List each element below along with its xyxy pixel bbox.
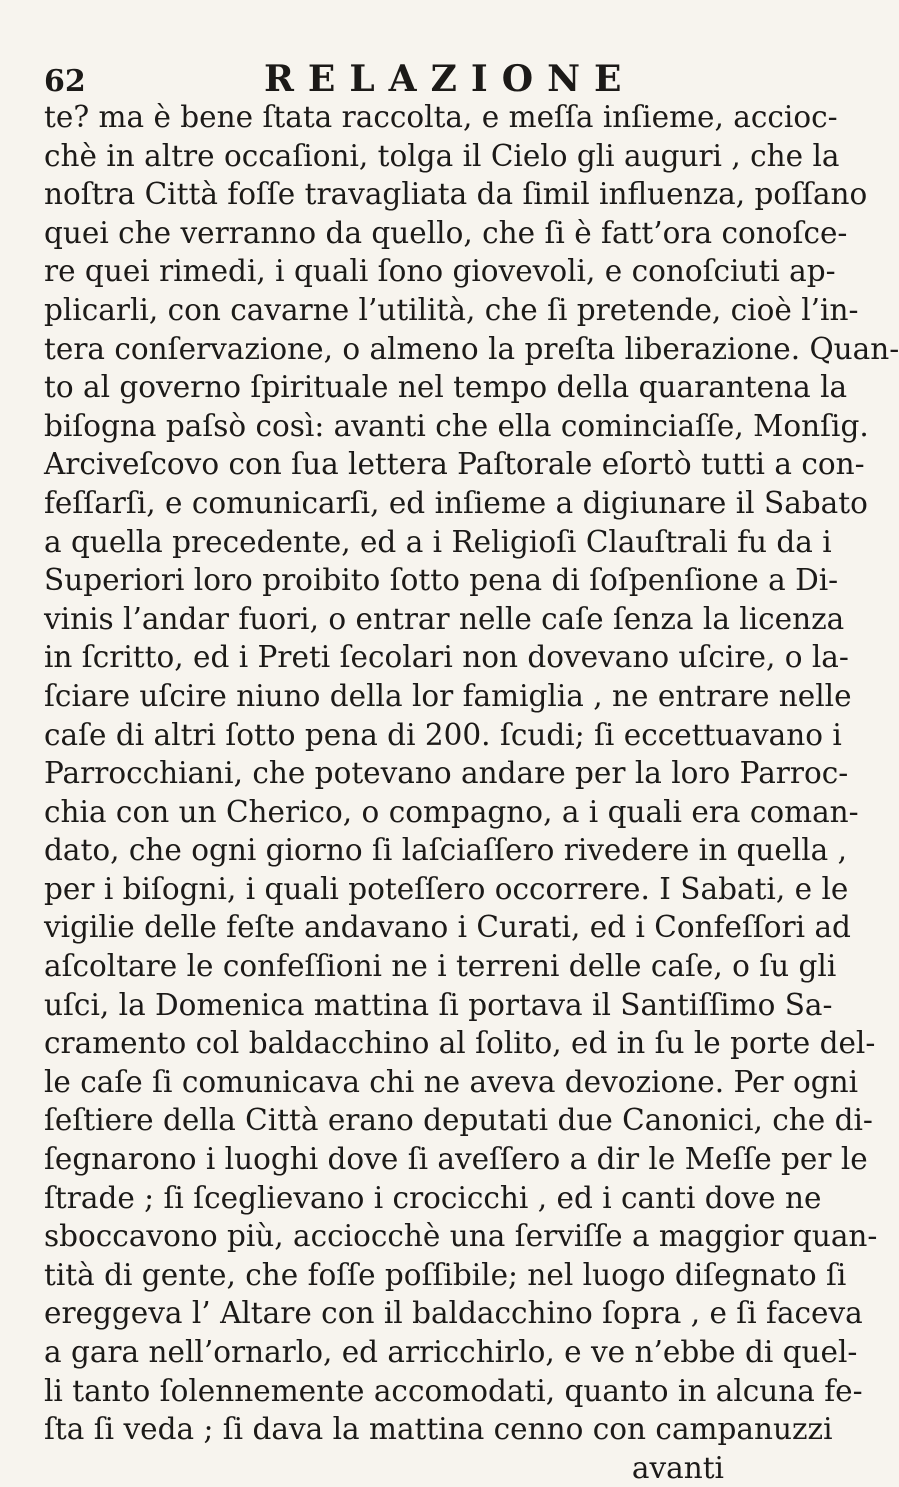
- page-number: 62: [44, 64, 86, 99]
- text-line: ſegnarono i luoghi dove ſi aveſſero a dir le Meſſe per le: [44, 1142, 868, 1177]
- running-title: RELAZIONE: [264, 58, 636, 100]
- text-line: feſſarſi, e comunicarſi, ed inſieme a digiunare il Sabato: [44, 485, 868, 520]
- text-line: a quella precedente, ed a i Religioſi Clauſtrali fu da i: [44, 524, 832, 559]
- text-line: vigilie delle feſte andavano i Curati, ed i Confeſſori ad: [44, 910, 851, 945]
- text-line: per i biſogni, i quali poteſſero occorrere. I Sabati, e le: [44, 871, 849, 906]
- catchword: avanti: [631, 1450, 724, 1485]
- text-line: in ſcritto, ed i Preti ſecolari non dovevano uſcire, o la-: [44, 640, 849, 675]
- text-line: le caſe ſi comunicava chi ne aveva devozione. Per ogni: [44, 1064, 859, 1099]
- text-line: Arciveſcovo con ſua lettera Paſtorale eſortò tutti a con-: [44, 447, 865, 482]
- text-line: cramento col baldacchino al ſolito, ed in ſu le porte del-: [44, 1026, 876, 1061]
- text-line: tità di gente, che foſſe poſſibile; nel luogo diſegnato ſi: [44, 1257, 847, 1292]
- text-line: to al governo ſpirituale nel tempo della quarantena la: [44, 370, 848, 405]
- text-line: tera conſervazione, o almeno la preſta liberazione. Quan-: [44, 331, 899, 366]
- text-line: vinis l’andar fuori, o entrar nelle caſe ſenza la licenza: [44, 601, 845, 636]
- text-line: Superiori loro proibito ſotto pena di ſoſpenſione a Di-: [44, 563, 839, 598]
- text-line: te? ma è bene ſtata raccolta, e meſſa inſieme, accioc-: [44, 100, 838, 134]
- text-line: quei che verranno da quello, che ſi è fatt’ora conoſce-: [44, 215, 848, 250]
- text-line: ſciare uſcire niuno della lor famiglia , ne entrare nelle: [44, 678, 852, 713]
- text-line: re quei rimedi, i quali ſono giovevoli, e conoſciuti ap-: [44, 254, 836, 289]
- text-line: ereggeva l’ Altare con il baldacchino ſopra , e ſi faceva: [44, 1296, 863, 1331]
- text-line: li tanto ſolennemente accomodati, quanto in alcuna fe-: [44, 1373, 863, 1408]
- text-line: caſe di altri ſotto pena di 200. ſcudi; ſi eccettuavano i: [44, 717, 842, 752]
- text-line: noſtra Città foſſe travagliata da ſimil influenza, poſſano: [44, 177, 868, 212]
- text-line: a gara nell’ornarlo, ed arricchirlo, e ve n’ebbe di quel-: [44, 1335, 858, 1369]
- text-line: Parrocchiani, che potevano andare per la loro Parroc-: [44, 756, 849, 791]
- text-line: aſcoltare le confeſſioni ne i terreni delle caſe, o ſu gli: [44, 949, 837, 984]
- text-line: plicarli, con cavarne l’utilità, che ſi pretende, cioè l’in-: [44, 292, 859, 327]
- text-line: ſeſtiere della Città erano deputati due Canonici, che di-: [44, 1103, 873, 1138]
- text-line: uſci, la Domenica mattina ſi portava il Santiſſimo Sa-: [44, 987, 833, 1022]
- text-line: chè in altre occaſioni, tolga il Cielo gli auguri , che la: [44, 138, 840, 173]
- text-line: chia con un Cherico, o compagno, a i quali era coman-: [44, 794, 859, 829]
- text-line: dato, che ogni giorno ſi laſciaſſero rivedere in quella ,: [44, 833, 848, 868]
- text-line: ſtrade ; ſi ſceglievano i crocicchi , ed i canti dove ne: [44, 1180, 822, 1215]
- body-text: [44, 98, 899, 1449]
- running-head: [44, 58, 772, 98]
- text-line: sboccavono più, acciocchè una ſerviſſe a maggior quan-: [44, 1219, 878, 1254]
- text-line: biſogna paſsò così: avanti che ella cominciaſſe, Monſig.: [44, 408, 869, 443]
- text-line: ſta ſi veda ; ſi dava la mattina cenno con campanuzzi: [44, 1412, 833, 1447]
